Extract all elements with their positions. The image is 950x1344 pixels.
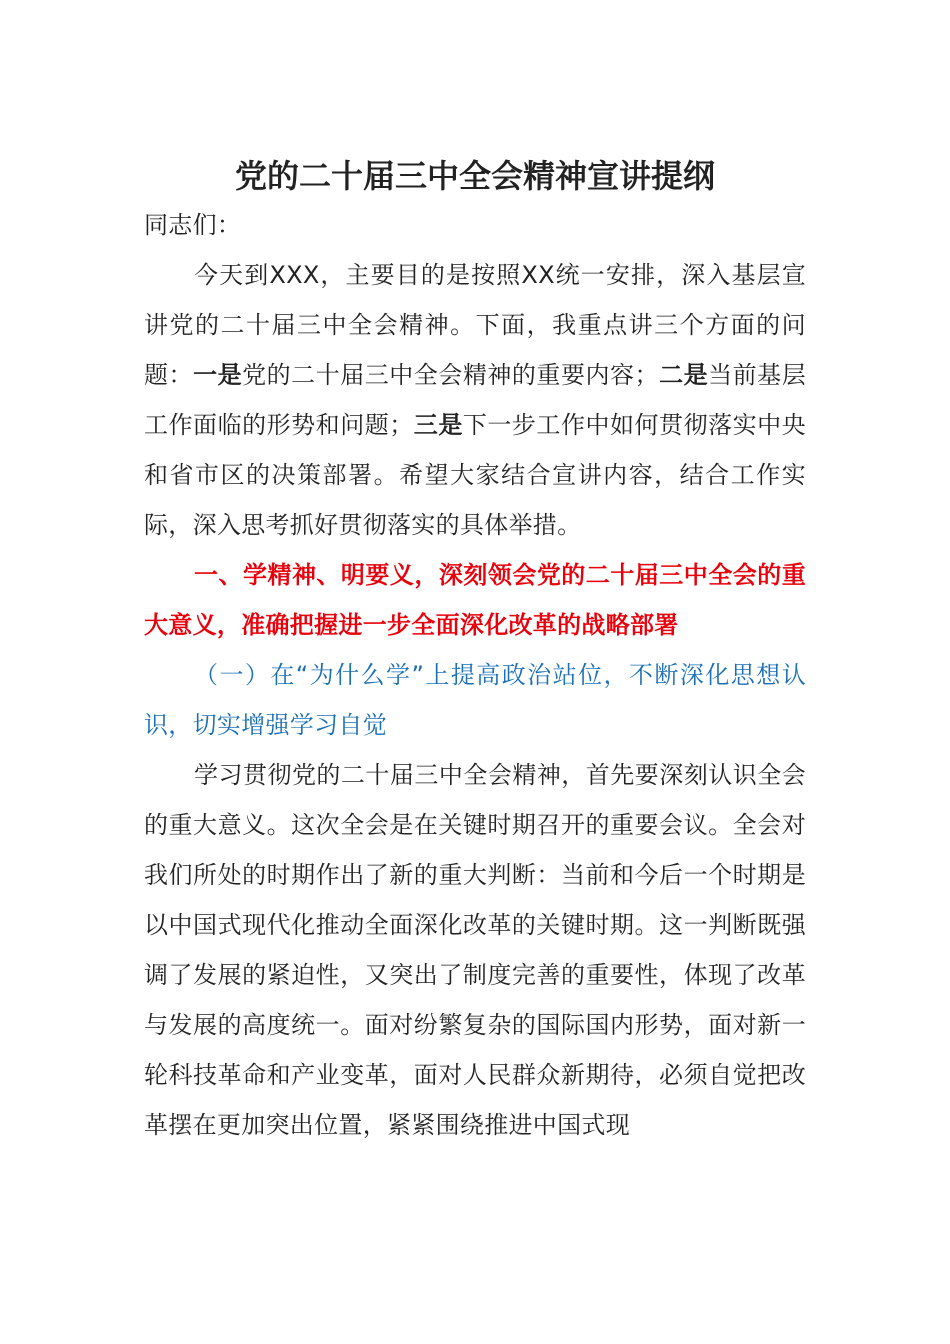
intro-emphasis-3: 三是 (413, 411, 463, 439)
intro-paragraph (144, 250, 806, 550)
section-heading-1: 一、学精神、明要义，深刻领会党的二十届三中全会的重大意义，准确把握进一步全面深化改革的战略部署 (144, 561, 806, 639)
intro-text-1: 今天到XXX，主要目的是按照XX统一安排，深入基层宣讲党的二十届三中全会精神。下面，我重点讲三个方面的问题： (144, 261, 806, 389)
body-paragraph-1: 学习贯彻党的二十届三中全会精神，首先要深刻认识全会的重大意义。这次全会是在关键时期召开的重要会议。全会对我们所处的时期作出了新的重大判断：当前和今后一个时期是以中国式现代化推动全面深化改革的关键时期。这一判断既强调了发展的紧迫性，又突出了制度完善的重要性，体现了改革与发展的高度统一。面对纷繁复杂的国际国内形势，面对新一轮科技革命和产业变革，面对人民群众新期待，必须自觉把改革摆在更加突出位置，紧紧围绕推进中国式现 (144, 761, 806, 1139)
document-body (144, 200, 806, 1150)
intro-emphasis-1: 一是 (193, 361, 243, 389)
intro-text-4: 下一步工作中如何贯彻落实中央和省市区的决策部署。希望大家结合宣讲内容，结合工作实际，深入思考抓好贯彻落实的具体举措。 (144, 411, 806, 539)
document-title: 党的二十届三中全会精神宣讲提纲 (234, 157, 715, 195)
intro-text-2: 党的二十届三中全会精神的重要内容； (242, 361, 659, 389)
intro-text-3: 当前基层工作面临的形势和问题； (144, 361, 807, 439)
greeting: 同志们： (144, 211, 242, 239)
intro-emphasis-2: 二是 (658, 361, 709, 389)
subsection-heading-1: （一）在“为什么学”上提高政治站位，不断深化思想认识，切实增强学习自觉 (144, 661, 806, 739)
